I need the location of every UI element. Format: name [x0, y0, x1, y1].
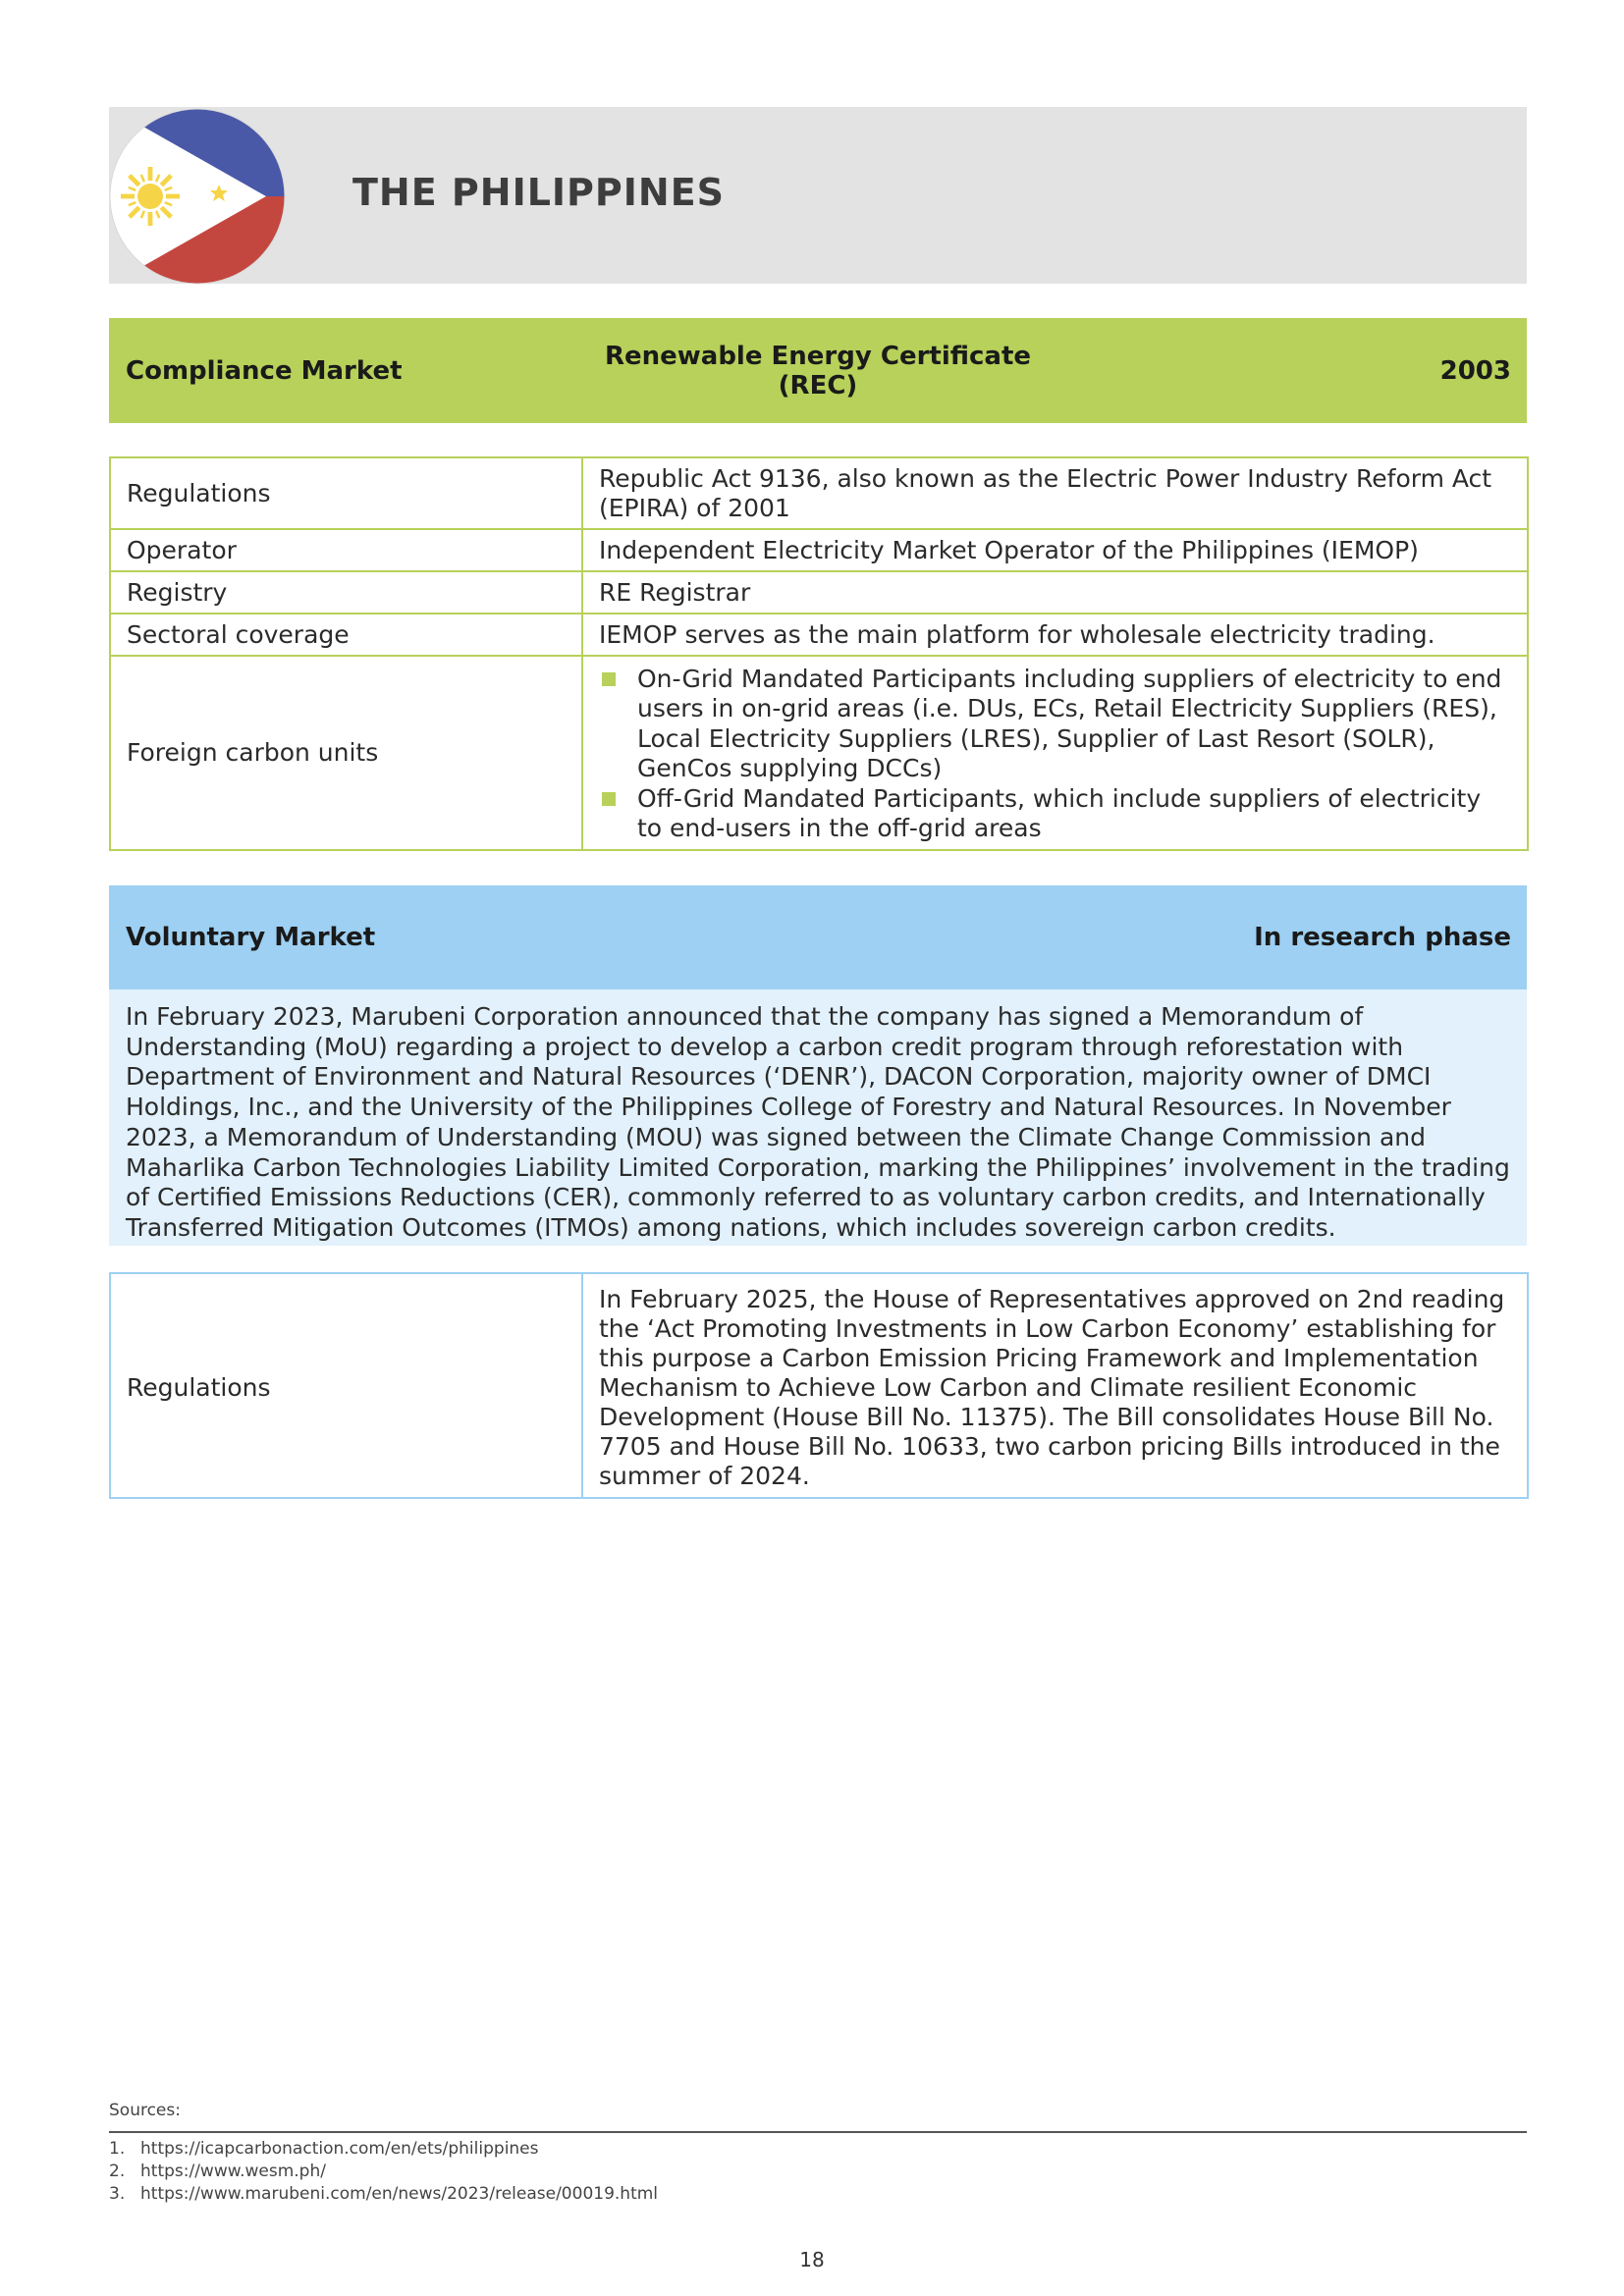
voluntary-market-description: In February 2023, Marubeni Corporation announced that the company has signed a Memorandum of Understanding (MoU) regarding a project to develop a carbon credit program through reforestation with Department of Environment and Natural Resources (‘DENR’), DACON Corporation, majority owner of DMCI Holdings, Inc., and the University of the Philippines College of Forestry and Natural Resources. In November 2023, a Memorandum of Understanding (MOU) was signed between the Climate Change Commission and Maharlika Carbon Technologies Liability Limited Corporation, marking the Philippines’ involvement in the trading of Certified Emissions Reductions (CER), commonly referred to as voluntary carbon credits, and Internationally Transferred Mitigation Outcomes (ITMOs) among nations, which includes sovereign carbon credits. — [109, 989, 1527, 1246]
philippines-flag-icon — [109, 108, 286, 285]
sources-divider — [109, 2131, 1527, 2133]
row-value: Republic Act 9136, also known as the Electric Power Industry Reform Act (EPIRA) of 2001 — [582, 457, 1528, 529]
sources-list — [109, 2138, 658, 2206]
row-key: Sectoral coverage — [110, 614, 582, 656]
sources-label: Sources: — [109, 2101, 181, 2120]
source-link[interactable]: https://icapcarbonaction.com/en/ets/philippines — [140, 2139, 539, 2159]
list-item — [109, 2183, 658, 2206]
voluntary-details-table — [109, 1272, 1529, 1499]
source-link[interactable]: https://www.wesm.ph/ — [140, 2162, 326, 2181]
list-item — [109, 2138, 658, 2161]
source-number: 3. — [109, 2184, 126, 2204]
source-number: 2. — [109, 2162, 126, 2181]
instrument-name-line2: (REC) — [778, 370, 858, 400]
row-value: IEMOP serves as the main platform for wholesale electricity trading. — [582, 614, 1528, 656]
row-value — [582, 656, 1528, 850]
row-key: Operator — [110, 529, 582, 571]
table-row — [110, 614, 1528, 656]
row-key: Foreign carbon units — [110, 656, 582, 850]
table-row — [110, 656, 1528, 850]
page-number: 18 — [799, 2248, 825, 2271]
list-item-text: Off-Grid Mandated Participants, which include suppliers of electricity to end-users in the off-grid areas — [637, 783, 1482, 842]
compliance-market-bar — [109, 318, 1527, 423]
row-value: In February 2025, the House of Representatives approved on 2nd reading the ‘Act Promoting Investments in Low Carbon Economy’ establishing for this purpose a Carbon Emission Pricing Framework and Implementation Mechanism to Achieve Low Carbon and Climate resilient Economic Development (House Bill No. 11375). The Bill consolidates House Bill No. 7705 and House Bill No. 10633, two carbon pricing Bills introduced in the summer of 2024. — [582, 1273, 1528, 1498]
row-key: Registry — [110, 571, 582, 614]
page-title: THE PHILIPPINES — [352, 171, 726, 214]
start-year: 2003 — [1439, 355, 1511, 386]
source-number: 1. — [109, 2139, 126, 2159]
bullet-square-icon — [602, 672, 616, 686]
instrument-name-line1: Renewable Energy Certificate — [604, 341, 1032, 371]
list-item-text: On-Grid Mandated Participants including suppliers of electricity to end users in on-grid areas (i.e. DUs, ECs, Retail Electricity Suppliers (RES), Local Electricity Suppliers (LRES), Supplier of Last Resort (SOLR), GenCos supplying DCCs) — [637, 664, 1502, 782]
row-value: Independent Electricity Market Operator of the Philippines (IEMOP) — [582, 529, 1528, 571]
table-row — [110, 1273, 1528, 1498]
foreign-units-list — [599, 665, 1513, 844]
source-link[interactable]: https://www.marubeni.com/en/news/2023/release/00019.html — [140, 2184, 659, 2204]
table-row — [110, 457, 1528, 529]
table-row — [110, 529, 1528, 571]
market-status: In research phase — [1254, 923, 1511, 952]
voluntary-market-bar — [109, 885, 1527, 989]
list-item — [109, 2161, 658, 2183]
table-row — [110, 571, 1528, 614]
list-item — [599, 784, 1513, 844]
row-value: RE Registrar — [582, 571, 1528, 614]
market-type-label: Compliance Market — [126, 355, 403, 386]
row-key: Regulations — [110, 457, 582, 529]
bullet-square-icon — [602, 792, 616, 806]
compliance-details-table — [109, 456, 1529, 851]
row-key: Regulations — [110, 1273, 582, 1498]
list-item — [599, 665, 1513, 784]
header-band — [109, 107, 1527, 284]
market-type-label: Voluntary Market — [126, 923, 376, 952]
